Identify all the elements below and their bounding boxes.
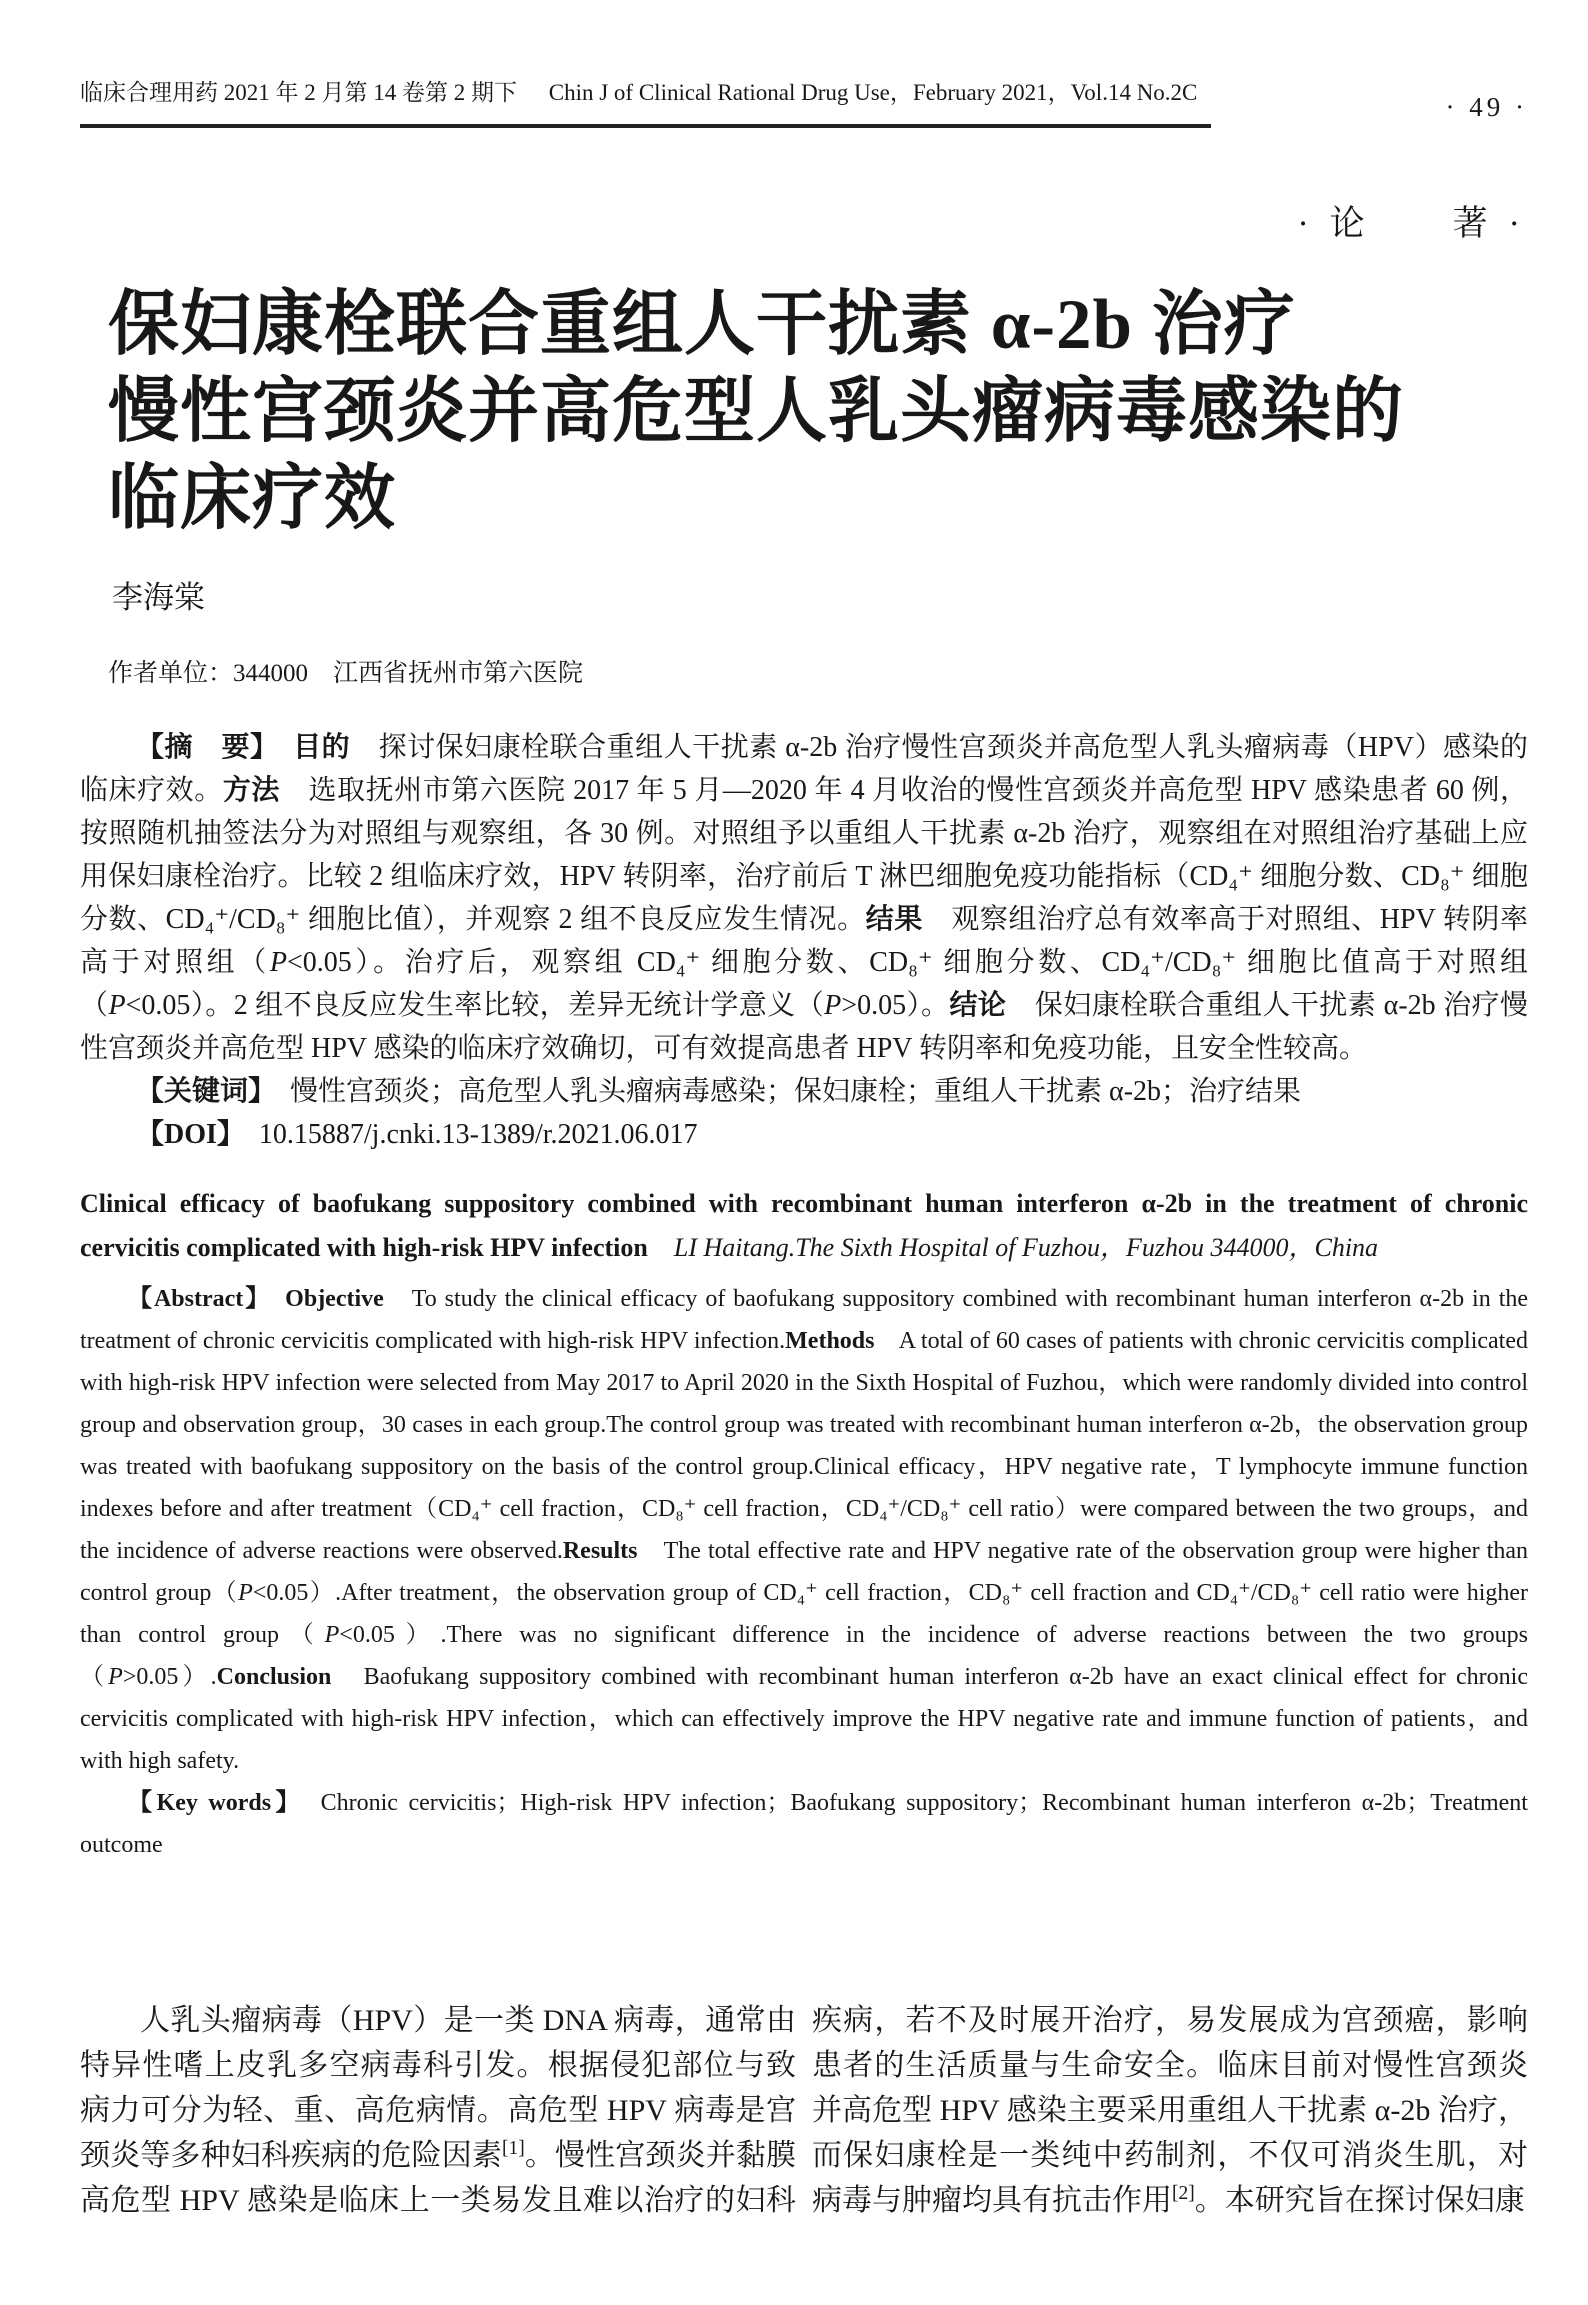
article-title-line: 临床疗效 <box>108 460 397 538</box>
doi-line: 【DOI】 10.15887/j.cnki.13-1389/r.2021.06.017 <box>136 1119 698 1150</box>
keywords-cn: 【关键词】 慢性宫颈炎；高危型人乳头瘤病毒感染；保妇康栓；重组人干扰素 α-2b；治疗结果 <box>136 1076 1302 1107</box>
page-number: · 49 · <box>1445 92 1528 122</box>
abstract-en: 【Abstract】 Objective To study the clinical efficacy of baofukang suppository combined with recombinant human interferon α-2b in the treatment of chronic cervicitis complicated with high-risk HPV infection.Methods A total of 60 cases of patients with chronic cervicitis complicated with high-risk HPV infection were selected from May 2017 to April 2020 in the Sixth Hospital of Fuzhou，which were randomly divided into control group and observation group，30 cases in each group.The control group was treated with recombinant human interferon α-2b，the observation group was treated with baofukang suppository on the basis of the control group.Clinical efficacy，HPV negative rate，T lymphocyte immune function indexes before and after treatment（CD₄⁺ cell fraction，CD₈⁺ cell fraction，CD₄⁺/CD₈⁺ cell ratio）were compared between the two groups，and the incidence of adverse reactions were observed.Results The total effective rate and HPV negative rate of the observation group were higher than control group（P<0.05）.After treatment，the observation group of CD₄⁺ cell fraction，CD₈⁺ cell fraction and CD₄⁺/CD₈⁺ cell ratio were higher than control group（P<0.05）.There was no significant difference in the incidence of adverse reactions between the two groups（P>0.05）.Conclusion Baofukang suppository combined with recombinant human interferon α-2b have an exact clinical effect for chronic cervicitis complicated with high-risk HPV infection，which can effectively improve the HPV negative rate and immune function of patients，and with high safety. <box>80 1286 1529 1774</box>
abstract-section <box>80 726 1528 1866</box>
body-paragraph: 人乳头瘤病毒（HPV）是一类 DNA 病毒，通常由特异性嗜上皮乳多空病毒科引发。根据侵犯部位与致病力可分为轻、重、高危病情。高危型 HPV 病毒是宫颈炎等多种妇科疾病的危险因素[1]。慢性宫颈炎并黏膜高危型 HPV 感染是临床上一类易发且难以治疗的妇科疾病，若不及时展开治疗，易发展成为宫颈癌，影响患者的生活质量与生命安全。临床目前对慢性宫颈炎并高危型 HPV 感染主要采用重组人干扰素 α-2b 治疗，而保妇康栓是一类纯中药制剂，不仅可消炎生肌，对病毒与肿瘤均具有抗击作用[2]。本研究旨在探讨保妇康 <box>80 2004 1528 2217</box>
article-title-line: 保妇康栓联合重组人干扰素 α-2b 治疗 <box>108 286 1296 364</box>
abstract-cn: 【摘 要】 目的 探讨保妇康栓联合重组人干扰素 α-2b 治疗慢性宫颈炎并高危型人乳头瘤病毒（HPV）感染的临床疗效。方法 选取抚州市第六医院 2017 年 5 月—2020 年 4 月收治的慢性宫颈炎并高危型 HPV 感染患者 60 例，按照随机抽签法分为对照组与观察组，各 30 例。对照组予以重组人干扰素 α-2b 治疗，观察组在对照组治疗基础上应用保妇康栓治疗。比较 2 组临床疗效，HPV 转阴率，治疗前后 T 淋巴细胞免疫功能指标（CD₄⁺ 细胞分数、CD₈⁺ 细胞分数、CD₄⁺/CD₈⁺ 细胞比值），并观察 2 组不良反应发生情况。结果 观察组治疗总有效率高于对照组、HPV 转阴率高于对照组（P<0.05）。治疗后，观察组 CD₄⁺ 细胞分数、CD₈⁺ 细胞分数、CD₄⁺/CD₈⁺ 细胞比值高于对照组（P<0.05）。2 组不良反应发生率比较，差异无统计学意义（P>0.05）。结论 保妇康栓联合重组人干扰素 α-2b 治疗慢性宫颈炎并高危型 HPV 感染的临床疗效确切，可有效提高患者 HPV 转阴率和免疫功能，且安全性较高。 <box>80 732 1528 1064</box>
article-title-line: 慢性宫颈炎并高危型人乳头瘤病毒感染的 <box>108 373 1405 451</box>
author-name: 李海棠 <box>112 580 205 615</box>
page-header <box>80 78 1530 128</box>
keywords-en: 【Key words】 Chronic cervicitis；High-risk HPV infection；Baofukang suppository；Recombinant human interferon α-2b；Treatment outcome <box>80 1790 1528 1858</box>
section-label: · 论 著 · <box>1297 204 1526 243</box>
journal-title-en: Chin J of Clinical Rational Drug Use，February 2021，Vol.14 No.2C <box>548 80 1198 105</box>
title-en: Clinical efficacy of baofukang suppository combined with recombinant human interferon α-2b in the treatment of chronic cervicitis complicated with high-risk HPV infection LI Haitang.The Sixth Hospital of Fuzhou，Fuzhou 344000，China <box>80 1189 1528 1262</box>
journal-info <box>80 78 1211 128</box>
author-affiliation: 作者单位：344000 江西省抚州市第六医院 <box>108 660 584 687</box>
body-columns <box>80 1998 1528 2223</box>
journal-title-cn: 临床合理用药 2021 年 2 月第 14 卷第 2 期下 <box>80 80 517 105</box>
article-title <box>108 282 1538 543</box>
